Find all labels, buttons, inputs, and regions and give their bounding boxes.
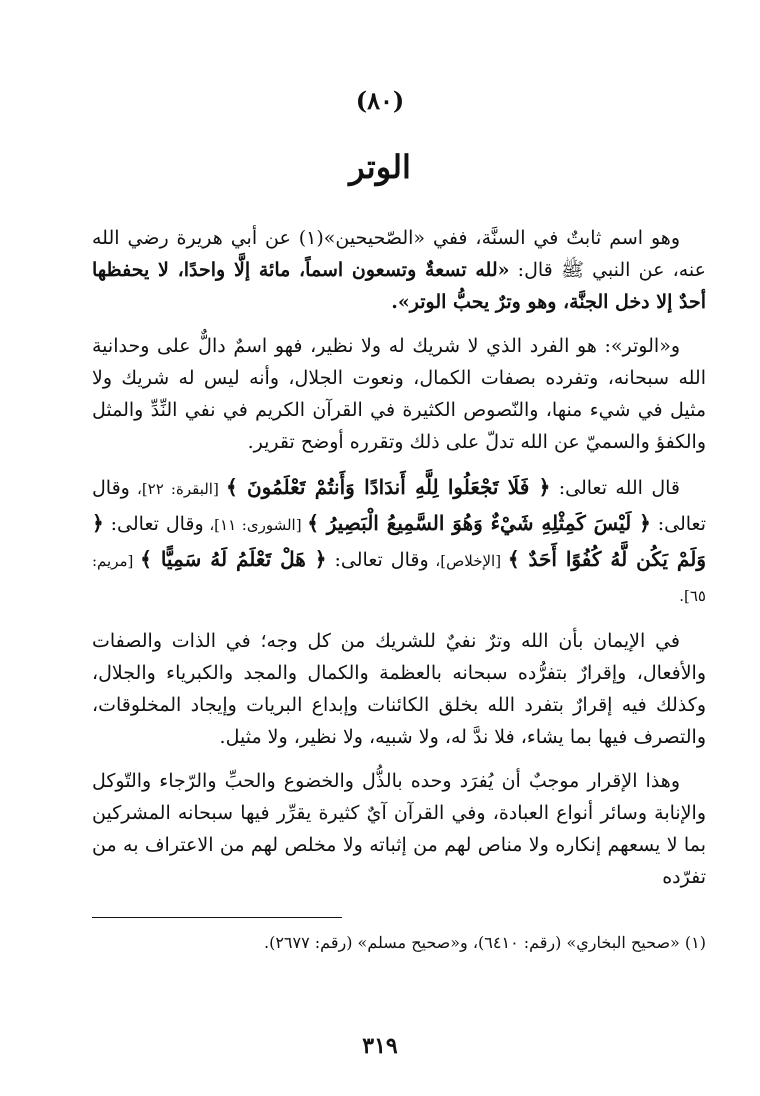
verse-reference: [البقرة: ٢٢]، bbox=[129, 480, 226, 498]
quran-verse: ﴿ وَلَمْ يَكُن لَّهُ كُفُوًا أَحَدٌ ﴾ bbox=[92, 511, 706, 571]
body-text bbox=[92, 222, 706, 905]
quran-verse: ﴿ هَلْ تَعْلَمُ لَهُ سَمِيًّا ﴾ bbox=[140, 547, 327, 571]
verse-reference: [الإخلاص]، bbox=[428, 552, 508, 570]
hadith-quote: «لله تسعةٌ وتسعون اسماً، مائة إلَّا واحدًا، لا يحفظها أحدٌ إلا دخل الجنَّة، وهو وترٌ يحبُّ الوتر». bbox=[92, 259, 706, 313]
quran-verse: ﴿ فَلَا تَجْعَلُوا لِلَّهِ أَندَادًا وَأَنتُمْ تَعْلَمُونَ ﴾ bbox=[225, 475, 551, 499]
paragraph-definition: و«الوتر»: هو الفرد الذي لا شريك له ولا نظير، فهو اسمٌ دالٌّ على وحدانية الله سبحانه، وتفرده بصفات الكمال، ونعوت الجلال، وأنه ليس له شريك ولا مثيل في شيء منها، والنّصوص الكثيرة في القرآن الكريم في نفي النِّدِّ والمثل والكفؤ والسميّ عن الله تدلّ على ذلك وتقرره أوضح تقرير. bbox=[92, 335, 706, 453]
paragraph-worship: وهذا الإقرار موجبٌ أن يُفرَد وحده بالذُّل والخضوع والحبِّ والرّجاء والتّوكل والإنابة وسائر أنواع العبادة، وفي القرآن آيٌ كثيرة يقرِّر فيها سبحانه المشركين بما لا يسعهم إنكاره ولا مناص لهم من إثباته ولا مخلص لهم من الاعتراف به من تفرّده bbox=[92, 770, 706, 888]
page-number: ٣١٩ bbox=[362, 1033, 398, 1059]
quran-verse: ﴿ لَيْسَ كَمِثْلِهِ شَيْءٌ وَهُوَ السَّمِيعُ الْبَصِيرُ ﴾ bbox=[307, 511, 651, 535]
chapter-title: الوتر bbox=[349, 148, 411, 186]
verse-intro: وقال تعالى: bbox=[103, 513, 204, 535]
paragraph-verses bbox=[92, 470, 706, 613]
paragraph-hadith bbox=[92, 222, 706, 318]
verse-intro: وقال تعالى: bbox=[92, 477, 706, 535]
verse-reference: [مريم: ٦٥]. bbox=[92, 552, 706, 605]
footnote: (١) «صحيح البخاري» (رقم: ٦٤١٠)، و«صحيح مسلم» (رقم: ٢٦٧٧). bbox=[264, 933, 706, 952]
verse-reference: [الشورى: ١١]، bbox=[203, 516, 308, 534]
paragraph-faith: في الإيمان بأن الله وترٌ نفيٌ للشريك من كل وجه؛ في الذات والصفات والأفعال، وإقرارٌ بتفرُّده سبحانه بالعظمة والكمال والمجد والكبرياء والجلال، وكذلك فيه إقرارٌ بتفرد الله بخلق الكائنات وإبداع البريات وإيجاد المخلوقات، والتصرف فيها بما يشاء، فلا ندَّ له، ولا شبيه، ولا نظير، ولا مثيل. bbox=[92, 630, 706, 748]
chapter-number: (٨٠) bbox=[355, 86, 405, 115]
paragraph-text: وهو اسم ثابتٌ في السنَّة، ففي «الصّحيحين»(١) عن أبي هريرة رضي الله عنه، عن النبي ﷺ قال: bbox=[92, 227, 706, 281]
footnote-divider bbox=[92, 917, 342, 918]
verse-intro: وقال تعالى: bbox=[326, 549, 429, 571]
verse-intro: قال الله تعالى: bbox=[550, 477, 680, 499]
